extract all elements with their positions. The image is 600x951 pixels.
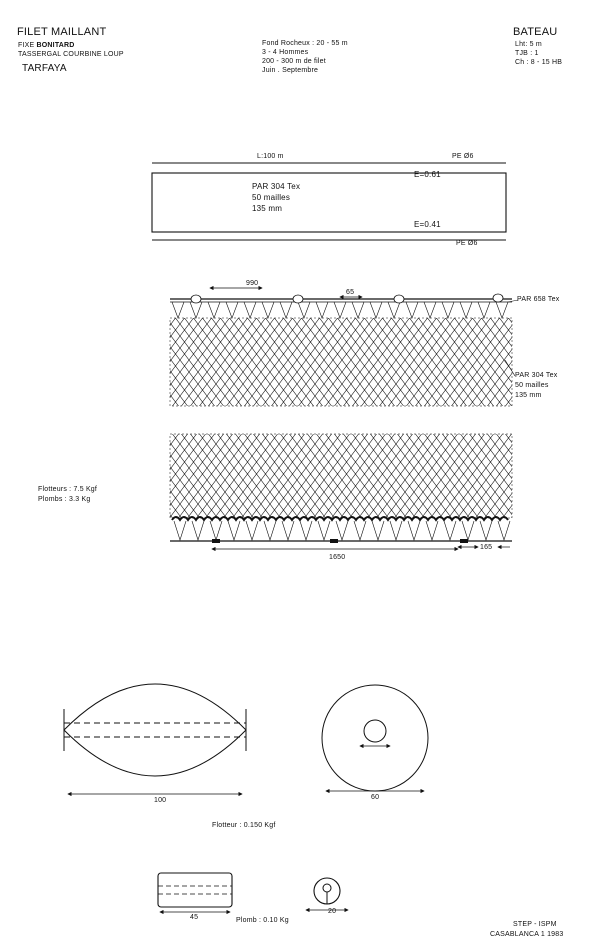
upper-net-panel: [170, 288, 518, 406]
netting-material: PAR 304 Tex: [252, 182, 301, 191]
netting-meshes: 50 mailles: [252, 193, 291, 202]
sinker-hole: [323, 884, 331, 892]
top-twine-label: PAR 658 Tex: [517, 296, 560, 303]
sinker-side-view: [158, 873, 232, 912]
sinker-icon: [330, 539, 338, 543]
diagram-title: FILET MAILLANT: [17, 26, 107, 38]
conditions-depth: Fond Rocheux : 20 - 55 m: [262, 40, 348, 47]
float-end-view: [322, 685, 428, 791]
panel-meshes-label: 50 mailles: [515, 382, 549, 389]
sinker-diameter-label: 20: [328, 908, 337, 915]
target-species-bonitard: BONITARD: [36, 42, 75, 49]
bottom-hangings: [174, 521, 510, 540]
conditions-net-length: 200 - 300 m de filet: [262, 58, 326, 65]
boat-length: Lht: 5 m: [515, 41, 542, 48]
panel-material-label: PAR 304 Tex: [515, 372, 558, 379]
top-twine-pointer: [508, 300, 518, 302]
sinker-icon: [460, 539, 468, 543]
upper-mesh-area: [170, 318, 512, 406]
boat-tonnage: TJB : 1: [515, 50, 539, 57]
float-side-view: [64, 684, 246, 794]
float-icon: [394, 295, 404, 303]
location-label: TARFAYA: [22, 63, 67, 74]
conditions-crew: 3 - 4 Hommes: [262, 49, 309, 56]
float-icon: [293, 295, 303, 303]
conditions-season: Juin . Septembre: [262, 67, 319, 74]
float-icon: [493, 294, 503, 302]
sinker-icon: [212, 539, 220, 543]
headrope-label: PE Ø6: [452, 153, 474, 160]
sinker-caption: Plomb : 0.10 Kg: [236, 917, 289, 924]
footrope-label: PE Ø6: [456, 240, 478, 247]
hanging-ratio-top: E=0.61: [414, 170, 441, 179]
netting-mesh-size: 135 mm: [252, 204, 283, 213]
bottom-spacing-label: 1650: [329, 554, 346, 561]
lower-mesh-area: [170, 434, 512, 518]
float-caption: Flotteur : 0.150 Kgf: [212, 822, 276, 829]
float-length-label: 100: [154, 797, 167, 804]
boat-title: BATEAU: [513, 26, 558, 38]
lower-net-panel: [170, 434, 512, 549]
sinker-end-view: [306, 878, 348, 910]
fixed-label: FIXE: [18, 42, 37, 49]
float-body: [64, 684, 246, 776]
float-hole: [364, 720, 386, 742]
float-diameter-label: 60: [371, 794, 380, 801]
panel-mesh-size-label: 135 mm: [515, 392, 542, 399]
float-spacing-label: 990: [246, 280, 259, 287]
top-selvedge-hangings: [172, 302, 508, 318]
net-schematic: [152, 163, 506, 240]
credit-line-1: STEP - ISPM: [513, 921, 557, 928]
hanging-ratio-bottom: E=0.41: [414, 220, 441, 229]
bottom-small-spacing-label: 165: [480, 544, 493, 551]
mesh-span-label: 65: [346, 289, 355, 296]
float-icon: [191, 295, 201, 303]
target-species-line-2: TASSERGAL COURBINE LOUP: [18, 51, 124, 58]
net-length-label: L:100 m: [257, 153, 284, 160]
sinker-body: [158, 873, 232, 907]
floats-weight-label: Flotteurs : 7.5 Kgf: [38, 486, 98, 493]
sinkers-weight-label: Plombs : 3.3 Kg: [38, 496, 91, 503]
sinker-length-label: 45: [190, 914, 199, 921]
boat-power: Ch : 8 - 15 HB: [515, 59, 563, 66]
credit-line-2: CASABLANCA 1 1983: [490, 931, 564, 938]
netting-outline: [152, 170, 506, 232]
